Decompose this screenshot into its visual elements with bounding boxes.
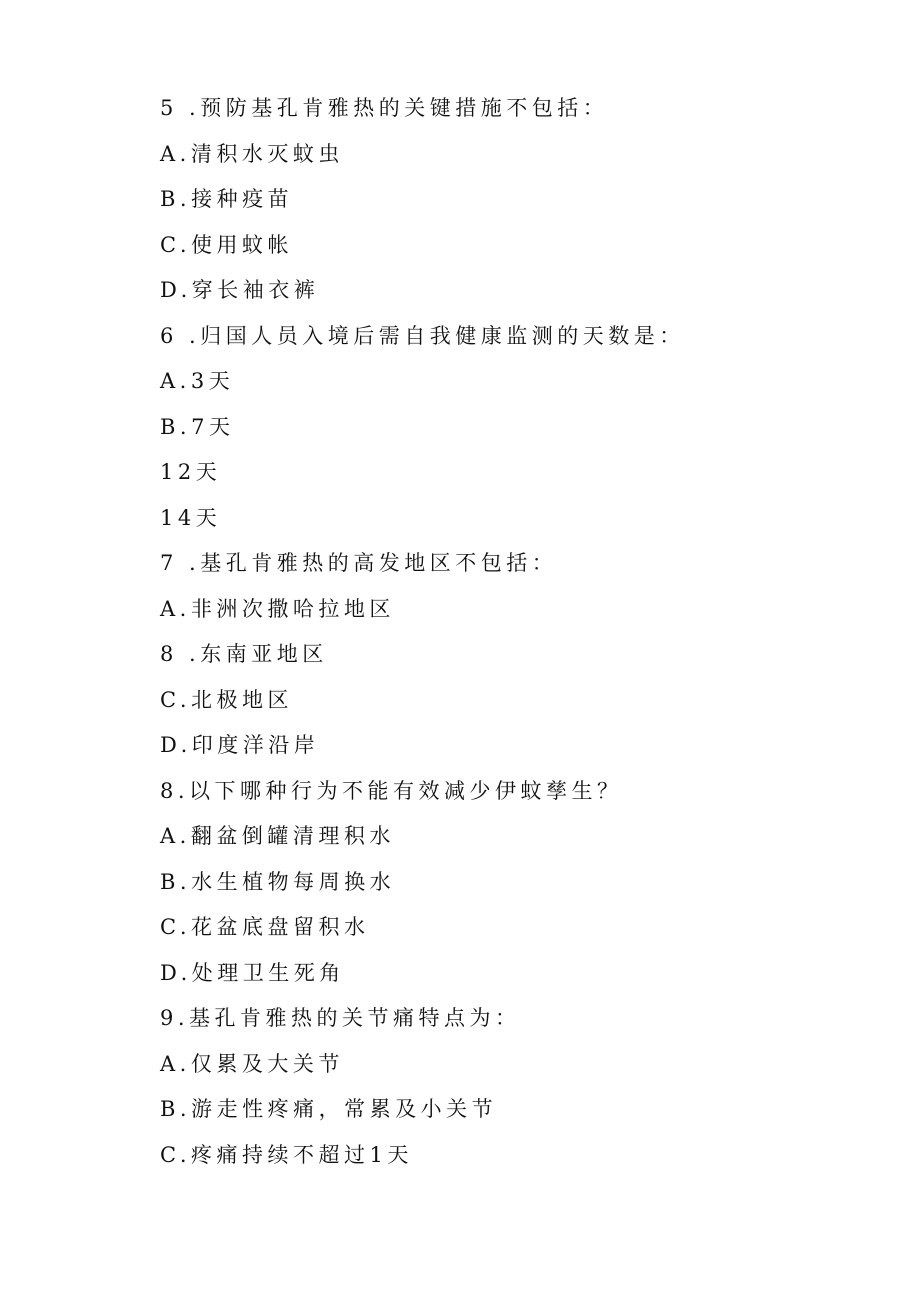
question-7-option-a: A.非洲次撒哈拉地区: [160, 596, 395, 621]
question-5-option-b: B.接种疫苗: [160, 187, 294, 211]
question-8-option-c: C.花盆底盘留积水: [160, 915, 370, 939]
question-7-stem: 7 .基孔肯雅热的高发地区不包括：: [160, 551, 558, 575]
question-8-option-b: B.水生植物每周换水: [160, 869, 396, 894]
question-8-option-a: A.翻盆倒罐清理积水: [160, 824, 395, 848]
question-6-option-c: 12天: [160, 460, 222, 484]
question-8-stem: 8.以下哪种行为不能有效减少伊蚊孳生？: [160, 778, 623, 803]
question-5-stem: 5 .预防基孔肯雅热的关键措施不包括：: [160, 96, 609, 120]
question-5-option-c: C.使用蚊帐: [160, 232, 293, 257]
question-list: [160, 90, 860, 1182]
question-7-option-c: C.北极地区: [160, 687, 293, 712]
question-9-option-c: C.疼痛持续不超过1天: [160, 1142, 413, 1167]
question-6-stem: 6 .归国人员入境后需自我健康监测的天数是：: [160, 323, 685, 348]
question-5-option-d: D.穿长袖衣裤: [160, 278, 320, 302]
question-7-option-b: 8 .东南亚地区: [160, 642, 328, 666]
question-8-option-d: D.处理卫生死角: [160, 960, 345, 985]
question-5-option-a: A.清积水灭蚊虫: [160, 141, 344, 166]
question-9-option-a: A.仅累及大关节: [160, 1051, 344, 1076]
question-9-option-b: B.游走性疼痛，常累及小关节: [160, 1097, 498, 1121]
question-6-option-d: 14天: [160, 505, 222, 530]
question-6-option-b: B.7天: [160, 414, 235, 439]
question-9-stem: 9.基孔肯雅热的关节痛特点为：: [160, 1006, 521, 1030]
question-7-option-d: D.印度洋沿岸: [160, 733, 320, 757]
question-6-option-a: A.3天: [160, 369, 235, 393]
